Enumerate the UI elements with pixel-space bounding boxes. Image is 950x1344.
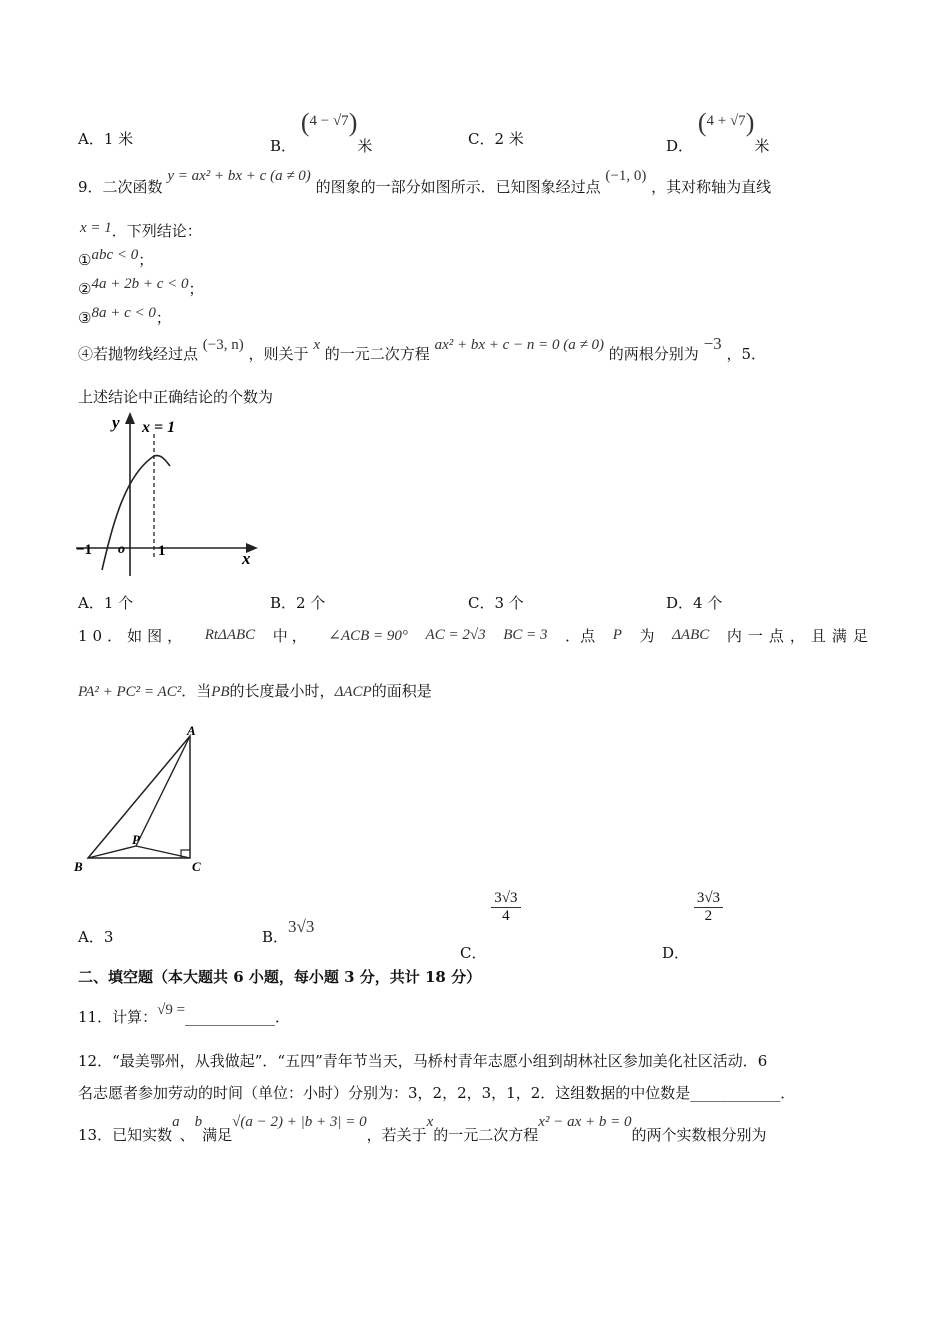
- q9-c4-equation: ax² + bx + c − n = 0 (a ≠ 0): [434, 337, 605, 353]
- q8-option-d-paren-left: (: [697, 108, 707, 137]
- q10-condition: PA² + PC² = AC²: [78, 684, 182, 700]
- q13-condition: √(a − 2) + |b + 3| = 0: [232, 1114, 367, 1130]
- q9-option-a: A．1 个: [78, 594, 134, 612]
- q8-option-b-unit: 米: [357, 137, 373, 155]
- q13-t3: 的一元二次方程: [433, 1126, 539, 1144]
- section2-heading: 二、填空题（本大题共 6 小题，每小题 3 分，共计 18 分）: [78, 968, 482, 986]
- q10-option-c-fraction: [491, 890, 520, 925]
- q12-line2: [78, 1082, 795, 1103]
- neg-one-label: −1: [76, 542, 93, 558]
- q9-line1-mid: 的图象的一部分如图所示．已知图象经过点: [315, 178, 601, 196]
- q10-angle: ∠ACB = 90°: [328, 628, 408, 644]
- q10-option-b-label: B．: [262, 928, 289, 946]
- q8-option-d: [666, 108, 770, 155]
- q9-c4-end: ，5．: [726, 345, 767, 363]
- q9-c3-num: ③: [78, 309, 92, 327]
- q9-c4-point: (−3, n): [202, 337, 244, 353]
- q11-line: [78, 998, 291, 1026]
- q10-acp: ΔACP: [334, 684, 372, 700]
- q8-option-d-paren-right: ): [745, 108, 755, 137]
- q9-conclusion-2: [78, 272, 204, 298]
- q12-end: ．: [780, 1084, 796, 1102]
- q10-line2-t2: 的长度最小时，: [229, 682, 335, 700]
- q10-option-d: [662, 890, 723, 962]
- q10-option-d-denominator: 2: [704, 908, 713, 924]
- label-a: A: [187, 724, 196, 738]
- q10-option-c: [460, 890, 521, 962]
- q9-function-expr: y = ax² + bx + c (a ≠ 0): [167, 168, 311, 184]
- q9-line2: [80, 216, 202, 240]
- q10-option-b-expr: 3√3: [288, 917, 315, 936]
- q9-parabola-graph: [70, 408, 270, 580]
- q8-option-b-paren-left: (: [300, 108, 310, 137]
- q9-line1-pre: 9．二次函数: [78, 178, 163, 196]
- q10-line1: [78, 625, 874, 646]
- q10-triangle-2: ΔABC: [672, 627, 710, 643]
- q13-t2: ，若关于: [366, 1126, 427, 1144]
- q9-line1-post: ，其对称轴为直线: [651, 178, 772, 196]
- q9-c4-root: −3: [703, 334, 722, 353]
- q9-option-c: C．3 个: [468, 594, 524, 612]
- q12-line1: 12．“最美鄂州，从我做起”．“五四”青年节当天，马桥村青年志愿小组到胡林社区参加美化社区活动．6: [78, 1052, 768, 1070]
- q9-conclusion-4: [78, 333, 767, 363]
- q8-option-a: A．1 米: [78, 130, 134, 148]
- q9-c3-end: ；: [155, 309, 171, 327]
- q12-line2-text: 名志愿者参加劳动的时间（单位：小时）分别为：3，2，2，3，1，2．这组数据的中位数是: [78, 1084, 691, 1102]
- q9-c4-mid1: ，则关于: [248, 345, 309, 363]
- q10-triangle: RtΔABC: [204, 627, 256, 643]
- q13-t1: 满足: [202, 1126, 233, 1144]
- q10-line1-t2: ．点: [565, 627, 596, 645]
- q9-c1-num: ①: [78, 251, 92, 269]
- q10-option-d-label: D．: [662, 943, 690, 962]
- q10-line2-t1: ．当: [181, 682, 212, 700]
- q10-line2-t3: 的面积是: [371, 682, 432, 700]
- q8-option-d-label: D．: [666, 137, 694, 155]
- q13-pre: 13．已知实数: [78, 1126, 173, 1144]
- q8-option-b-label: B．: [270, 137, 297, 155]
- q10-line2: [78, 680, 432, 701]
- q10-option-c-label: C．: [460, 943, 487, 962]
- q9-option-b: B．2 个: [270, 594, 326, 612]
- q10-pb: PB: [211, 684, 230, 700]
- q9-c4-x: x: [313, 337, 320, 353]
- q9-line2-text: ．下列结论：: [111, 222, 202, 240]
- q9-c1-expr: abc < 0: [91, 247, 139, 263]
- q10-line1-t4: 内一点，且满足: [726, 627, 874, 645]
- q13-x: x: [426, 1114, 434, 1130]
- q10-p: P: [612, 627, 622, 643]
- one-label: 1: [158, 543, 166, 559]
- q9-c4-mid3: 的两根分别为: [608, 345, 699, 363]
- q13-t4: 的两个实数根分别为: [631, 1126, 767, 1144]
- q10-line1-t3: 为: [639, 627, 655, 645]
- q9-axis-expr: x = 1: [80, 220, 112, 236]
- q9-question: 上述结论中正确结论的个数为: [78, 388, 274, 406]
- q9-point-expr: (−1, 0): [605, 168, 647, 184]
- q11-pre: 11．计算：: [78, 1008, 158, 1026]
- y-axis-arrow: [125, 412, 135, 424]
- label-p: P: [132, 832, 140, 847]
- q13-equation: x² − ax + b = 0: [538, 1114, 632, 1130]
- y-label: y: [112, 413, 120, 432]
- q11-end: ．: [275, 1008, 291, 1026]
- q8-option-b-expr: 4 − √7: [309, 113, 349, 129]
- q9-c2-end: ；: [188, 280, 204, 298]
- segment-pc: [136, 846, 190, 858]
- origin-label: o: [118, 542, 125, 557]
- q9-line1: [78, 164, 772, 196]
- q9-c4-mid2: 的一元二次方程: [324, 345, 430, 363]
- q13-sep: 、: [179, 1126, 195, 1144]
- q10-option-d-numerator: 3√3: [694, 890, 723, 908]
- q10-bc: BC = 3: [503, 627, 548, 643]
- q11-expr: √9 =: [157, 1002, 186, 1018]
- q9-c3-expr: 8a + c < 0: [91, 305, 156, 321]
- q10-line1-t1: 中，: [272, 627, 311, 645]
- segment-pb: [88, 846, 136, 858]
- q9-option-d: D．4 个: [666, 594, 723, 612]
- q13-a: a: [172, 1114, 180, 1130]
- q9-conclusion-3: [78, 301, 171, 327]
- q11-blank: ____________: [185, 1008, 276, 1026]
- q9-c4-pre: ④若抛物线经过点: [78, 345, 199, 363]
- q10-line1-pre: 10．如图，: [78, 627, 188, 645]
- q10-option-b: [262, 916, 315, 946]
- q8-option-d-expr: 4 + √7: [706, 113, 746, 129]
- x-label: x: [242, 549, 251, 568]
- q10-option-a: A．3: [78, 928, 114, 946]
- q9-c2-expr: 4a + 2b + c < 0: [91, 276, 189, 292]
- q9-c2-num: ②: [78, 280, 92, 298]
- q13-line: [78, 1110, 767, 1144]
- q8-option-b: [270, 108, 373, 155]
- q12-blank: ____________: [690, 1084, 781, 1102]
- symmetry-label: x = 1: [142, 419, 176, 436]
- q10-option-c-numerator: 3√3: [491, 890, 520, 908]
- q8-option-d-unit: 米: [754, 137, 770, 155]
- q10-ac: AC = 2√3: [425, 627, 486, 643]
- label-c: C: [192, 859, 201, 874]
- q10-option-c-denominator: 4: [502, 908, 510, 924]
- q10-option-d-fraction: [694, 890, 723, 925]
- q10-triangle-figure: [70, 724, 220, 880]
- q8-option-c: C．2 米: [468, 130, 524, 148]
- q8-option-b-paren-right: ): [348, 108, 358, 137]
- q9-c1-end: ；: [138, 251, 154, 269]
- q13-b: b: [194, 1114, 203, 1130]
- label-b: B: [74, 859, 83, 874]
- q9-conclusion-1: [78, 243, 154, 269]
